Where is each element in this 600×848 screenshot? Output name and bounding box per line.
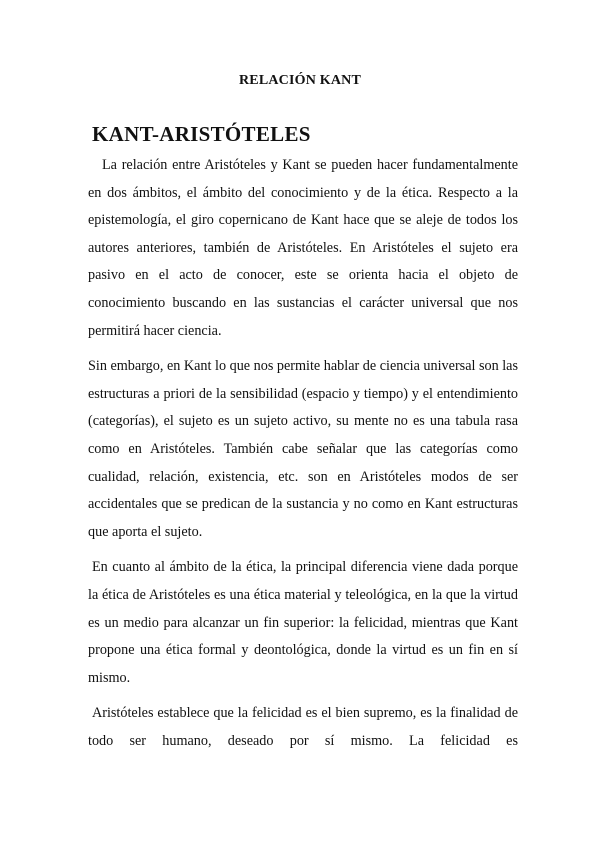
- document-title: RELACIÓN KANT: [238, 73, 361, 88]
- document-body: [88, 152, 518, 755]
- paragraph-2: Sin embargo, en Kant lo que nos permite hablar de ciencia universal son las estructuras a priori de la sensibilidad (espacio y tiempo) y el entendimiento (categorías), el sujeto es un sujeto activo, su mente no es una tabula rasa como en Aristóteles. También cabe señalar que las categorías como cualidad, relación, existencia, etc. son en Aristóteles modos de ser accidentales que se predican de la sustancia y no como en Kant estructuras que aporta el sujeto.: [88, 358, 518, 540]
- paragraph-3: En cuanto al ámbito de la ética, la principal diferencia viene dada porque la ética de Aristóteles es una ética material y teleológica, en la que la virtud es un medio para alcanzar un fin superior: la felicidad, mientras que Kant propone una ética formal y deontológica, donde la virtud es un fin en sí mismo.: [88, 559, 518, 686]
- paragraph-4: Aristóteles establece que la felicidad es el bien supremo, es la finalidad de todo ser humano, deseado por sí mismo. La felicidad es: [88, 705, 518, 749]
- paragraph-1: La relación entre Aristóteles y Kant se pueden hacer fundamentalmente en dos ámbitos, el ámbito del conocimiento y de la ética. Respecto a la epistemología, el giro copernicano de Kant hace que se aleje de todos los autores anteriores, también de Aristóteles. En Aristóteles el sujeto era pasivo en el acto de conocer, este se orienta hacia el objeto de conocimiento buscando en las sustancias el carácter universal que nos permitirá hacer ciencia.: [88, 157, 518, 339]
- section-heading: KANT-ARISTÓTELES: [92, 122, 311, 146]
